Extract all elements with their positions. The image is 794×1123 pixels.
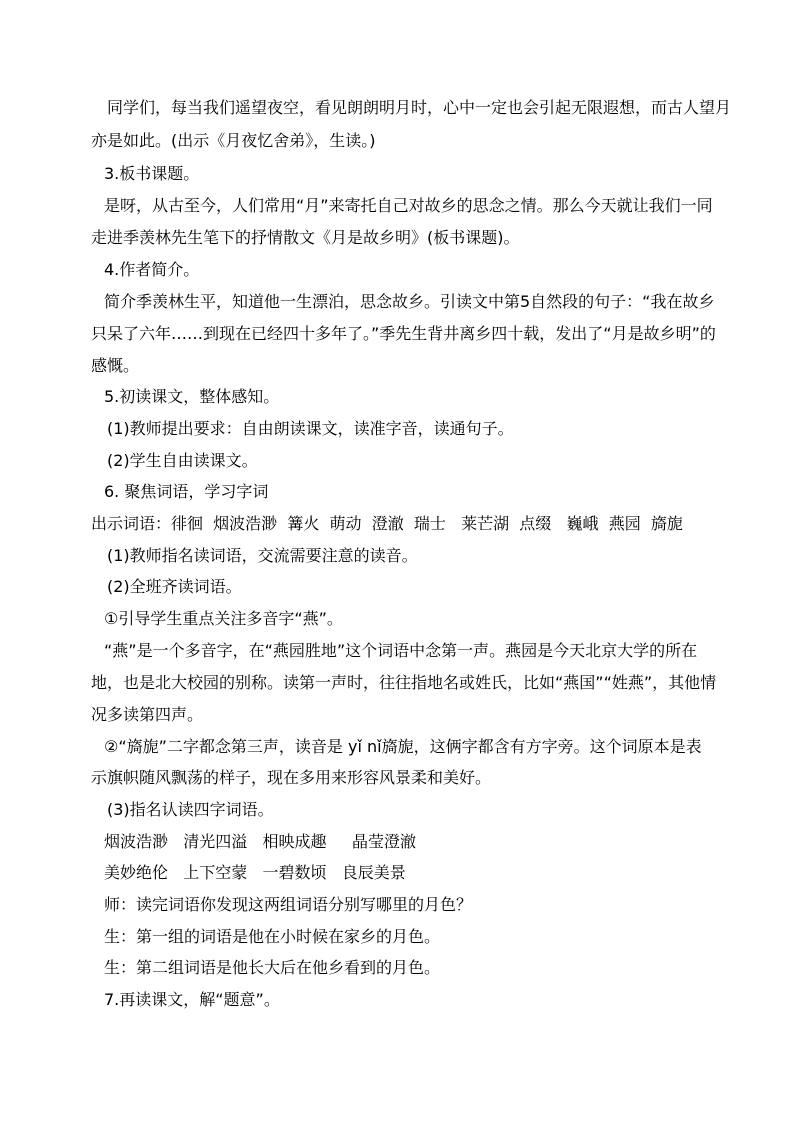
- text-line: 走进季羡林先生笔下的抒情散文《月是故乡明》(板书课题)。: [91, 228, 520, 247]
- text-line: 6. 聚焦词语，学习字词: [104, 482, 269, 501]
- text-line: 同学们，每当我们遥望夜空，看见朗朗明月时，心中一定也会引起无限遐想，而古人望月: [107, 98, 732, 117]
- text-line: 生：第一组的词语是他在小时候在家乡的月色。: [104, 927, 441, 946]
- text-line: (2)全班齐读词语。: [107, 577, 242, 596]
- text-line: 7.再读课文，解“题意”。: [104, 990, 280, 1009]
- text-line: ②“旖旎”二字都念第三声，读音是 yǐ nǐ旖旎，这俩字都含有方字旁。这个词原本是表: [104, 737, 702, 756]
- text-line: (2)学生自由读课文。: [107, 451, 258, 470]
- text-line: (1)教师指名读词语，交流需要注意的读音。: [107, 546, 418, 565]
- text-line: 师：读完词语你发现这两组词语分别写哪里的月色？: [104, 895, 473, 914]
- text-line: 况多读第四声。: [91, 705, 204, 724]
- text-line: 3.板书课题。: [104, 164, 200, 183]
- text-line: 出示词语：徘徊 烟波浩渺 篝火 萌动 澄澈 瑞士 莱芒湖 点缀 巍峨 燕园 旖旎: [91, 514, 683, 533]
- text-line: 亦是如此。(出示《月夜忆舍弟》，生读。): [91, 131, 376, 150]
- text-line: 烟波浩渺 清光四溢 相映成趣 晶莹澄澈: [104, 832, 416, 851]
- text-line: 只呆了六年……到现在已经四十多年了。”季先生背井离乡四十载，发出了“月是故乡明”的: [91, 324, 716, 343]
- text-line: (3)指名认读四字词语。: [107, 800, 274, 819]
- text-line: “燕”是一个多音字，在“燕园胜地”这个词语中念第一声。燕园是今天北京大学的所在: [104, 641, 698, 660]
- text-line: 是呀，从古至今，人们常用“月”来寄托自己对故乡的思念之情。那么今天就让我们一同: [104, 196, 713, 215]
- text-line: 4.作者简介。: [104, 260, 200, 279]
- text-line: 简介季羡林生平，知道他一生漂泊，思念故乡。引读文中第5自然段的句子：“我在故乡: [104, 292, 715, 311]
- text-line: 生：第二组词语是他长大后在他乡看到的月色。: [104, 958, 441, 977]
- text-line: 示旗帜随风飘荡的样子，现在多用来形容风景柔和美好。: [91, 768, 492, 787]
- text-line: (1)教师提出要求：自由朗读课文，读准字音，读通句子。: [107, 419, 514, 438]
- text-line: 美妙绝伦 上下空蒙 一碧数顷 良辰美景: [104, 863, 406, 882]
- text-line: 感慨。: [91, 356, 140, 375]
- text-line: 地，也是北大校园的别称。读第一声时，往往指地名或姓氏，比如“燕国”“姓燕”，其他情: [91, 673, 717, 692]
- text-line: ①引导学生重点关注多音字“燕”。: [104, 609, 343, 628]
- text-line: 5.初读课文，整体感知。: [104, 387, 280, 406]
